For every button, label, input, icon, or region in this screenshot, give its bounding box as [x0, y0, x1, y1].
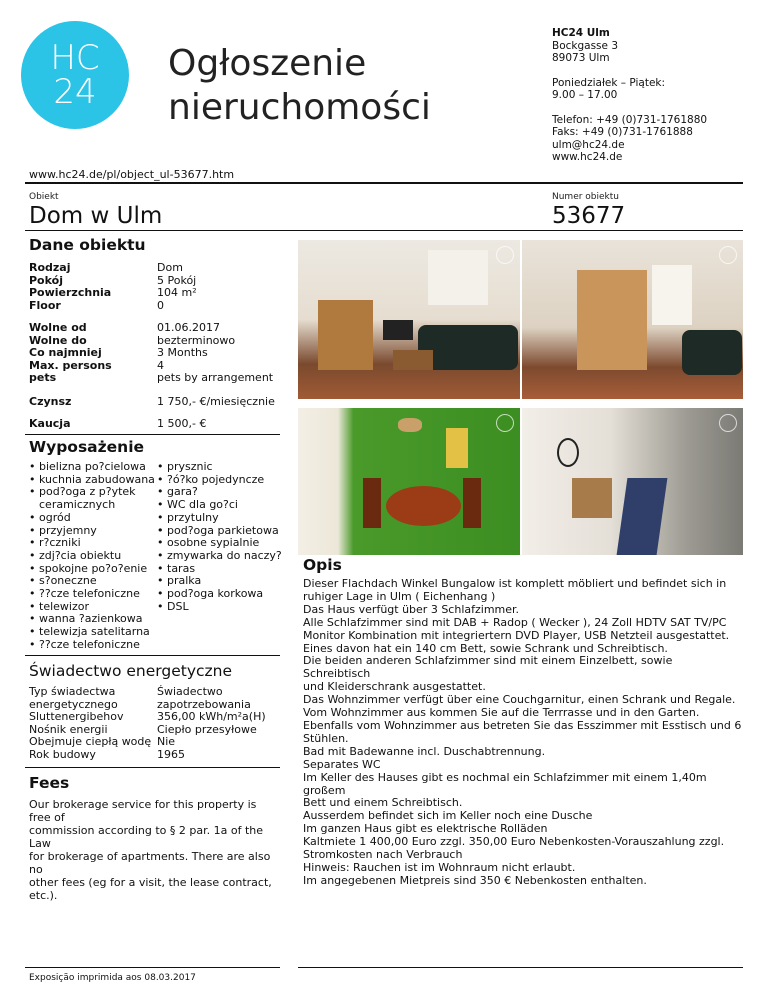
- detail-key: Rodzaj: [29, 261, 71, 274]
- divider: [25, 967, 280, 968]
- description-line: Dieser Flachdach Winkel Bungalow ist komplett möbliert und befindet sich in: [303, 577, 727, 590]
- watermark-icon: [496, 414, 514, 432]
- energy-title: Świadectwo energetyczne: [29, 662, 233, 680]
- equipment-item: • ogród: [29, 512, 157, 525]
- description-line: Stromkosten nach Verbrauch: [303, 848, 463, 862]
- detail-row: [29, 322, 273, 335]
- equipment-item: • ?ó?ko pojedyncze: [157, 474, 285, 487]
- detail-value: 5 Pokój: [157, 273, 197, 287]
- energy-key: Obejmuje ciepłą wodę: [29, 735, 152, 749]
- object-name: Dom w Ulm: [29, 203, 163, 229]
- description-line: Im Keller des Hauses gibt es nochmal ein Schlafzimmer mit einem 1,40m großem: [303, 770, 707, 797]
- fees-line: other fees (eg for a visit, the lease contract, etc.).: [29, 876, 272, 902]
- energy-key: energetycznego: [29, 697, 118, 711]
- equipment-item: • spokojne po?o?enie: [29, 563, 157, 576]
- details-group-1: [29, 262, 197, 312]
- energy-key: Rok budowy: [29, 747, 96, 761]
- equipment-item: • kuchnia zabudowana: [29, 474, 157, 487]
- equipment-item: • DSL: [157, 601, 285, 614]
- office-hours: 9.00 – 17.00: [552, 89, 618, 101]
- detail-key: Co najmniej: [29, 346, 102, 360]
- fees-text: [29, 798, 281, 902]
- details-group-2: [29, 322, 273, 385]
- equipment-item: • osobne sypialnie: [157, 537, 285, 550]
- description-line: Vom Wohnzimmer aus kommen Sie auf die Terrrasse und in den Garten.: [303, 706, 700, 720]
- object-number: 53677: [552, 203, 626, 229]
- page-title: [168, 42, 431, 130]
- equipment-item: • telewizja satelitarna: [29, 626, 157, 639]
- detail-key: Wolne od: [29, 321, 87, 334]
- photo-living-room-2: [522, 240, 743, 399]
- energy-value: Nie: [157, 735, 176, 749]
- divider: [25, 434, 280, 435]
- photo-hallway: [522, 408, 743, 555]
- rent-value: 1 750,- €/miesięcznie: [157, 395, 275, 408]
- deposit-key: Kaucja: [29, 417, 71, 430]
- description-line: Alle Schlafzimmer sind mit DAB + Radop ( Wecker ), 24 Zoll HDTV SAT TV/PC: [303, 615, 727, 629]
- office-name: HC24 Ulm: [552, 27, 610, 39]
- equipment-item: • prysznic: [157, 461, 285, 474]
- description-line: Separates WC: [303, 757, 381, 771]
- equipment-item: • telewizor: [29, 601, 157, 614]
- fees-line: Our brokerage service for this property is free of: [29, 798, 257, 824]
- watermark-icon: [719, 246, 737, 264]
- office-hours-label: Poniedziałek – Piątek:: [552, 76, 666, 89]
- detail-value: 3 Months: [157, 346, 208, 360]
- detail-key: pets: [29, 371, 57, 385]
- fees-line: for brokerage of apartments. There are also no: [29, 850, 271, 876]
- description-line: Im ganzen Haus gibt es elektrische Rolläden: [303, 822, 548, 836]
- print-date: Exposição imprimida aos 08.03.2017: [29, 973, 196, 983]
- detail-key: Powierzchnia: [29, 286, 112, 300]
- equipment-item: • WC dla go?ci: [157, 499, 285, 512]
- detail-key: Wolne do: [29, 333, 87, 347]
- office-email[interactable]: ulm@hc24.de: [552, 138, 625, 151]
- equipment-item: • pod?oga korkowa: [157, 588, 285, 601]
- equipment-item: • przyjemny: [29, 525, 157, 538]
- equipment-item: • zdj?cia obiektu: [29, 550, 157, 563]
- detail-key: Pokój: [29, 273, 63, 287]
- detail-value: 01.06.2017: [157, 321, 220, 334]
- equipment-title: Wyposażenie: [29, 438, 145, 456]
- energy-value: Ciepło przesyłowe: [157, 722, 257, 736]
- energy-value: 1965: [157, 747, 185, 761]
- description-title: Opis: [303, 556, 342, 574]
- description-text: [303, 578, 743, 888]
- photo-dining-room: [298, 408, 520, 555]
- description-line: Das Wohnzimmer verfügt über eine Couchgarnitur, einen Schrank und Regale.: [303, 693, 736, 707]
- equipment-item: • ??cze telefoniczne: [29, 588, 157, 601]
- energy-key: Nośnik energii: [29, 722, 108, 736]
- company-logo: [21, 21, 129, 129]
- equipment-item: • ??cze telefoniczne: [29, 639, 157, 652]
- description-line: Eines davon hat ein 140 cm Bett, sowie Schrank und Schreibtisch.: [303, 641, 668, 655]
- description-line: Monitor Kombination mit integriertern DVD Player, USB Netzteil ausgestattet.: [303, 628, 730, 642]
- description-line: Bett und einem Schreibtisch.: [303, 796, 463, 810]
- description-line: und Kleiderschrank ausgestattet.: [303, 680, 486, 694]
- fees-line: commission according to § 2 par. 1a of the Law: [29, 824, 264, 850]
- rent-row: [29, 396, 275, 409]
- detail-value: Dom: [157, 261, 183, 274]
- equipment-item: • zmywarka do naczy?: [157, 550, 285, 563]
- office-web[interactable]: www.hc24.de: [552, 151, 623, 163]
- description-line: Die beiden anderen Schlafzimmer sind mit einem Einzelbett, sowie Schreibtisch: [303, 654, 673, 681]
- description-line: Hinweis: Rauchen ist im Wohnraum nicht erlaubt.: [303, 860, 576, 874]
- description-line: Bad mit Badewanne incl. Duschabtrennung.: [303, 744, 546, 758]
- equipment-item: ceramicznych: [39, 498, 116, 512]
- divider: [25, 230, 743, 231]
- detail-row: [29, 347, 273, 360]
- description-line: Stühlen.: [303, 731, 349, 745]
- detail-value: 4: [157, 358, 164, 372]
- divider: [298, 967, 743, 968]
- detail-value: 0: [157, 298, 164, 312]
- energy-key: Typ świadectwa: [29, 685, 116, 698]
- divider: [25, 182, 743, 184]
- logo-text-top: HC: [50, 38, 100, 78]
- equipment-item: • przytulny: [157, 512, 285, 525]
- energy-value: 356,00 kWh/m²a(H): [157, 710, 266, 724]
- title-line-1: Ogłoszenie: [168, 43, 367, 84]
- detail-row: [29, 372, 273, 385]
- office-fax: Faks: +49 (0)731-1761888: [552, 126, 693, 138]
- office-street: Bockgasse 3: [552, 39, 618, 52]
- energy-value: zapotrzebowania: [157, 697, 251, 711]
- detail-key: Floor: [29, 298, 61, 312]
- detail-row: [29, 300, 197, 313]
- detail-value: 104 m²: [157, 286, 197, 300]
- equipment-item: • gara?: [157, 486, 285, 499]
- deposit-row: [29, 418, 206, 431]
- office-city: 89073 Ulm: [552, 52, 610, 64]
- watermark-icon: [496, 246, 514, 264]
- detail-value: pets by arrangement: [157, 371, 274, 385]
- detail-value: bezterminowo: [157, 333, 236, 347]
- description-line: Kaltmiete 1 400,00 Euro zzgl. 350,00 Euro Nebenkosten-Vorauszahlung zzgl.: [303, 835, 725, 849]
- equipment-list-1: [29, 461, 157, 652]
- photo-living-room: [298, 240, 520, 399]
- deposit-value: 1 500,- €: [157, 417, 207, 430]
- fees-title: Fees: [29, 774, 70, 792]
- detail-key: Max. persons: [29, 358, 112, 372]
- energy-value: Świadectwo: [157, 685, 223, 698]
- energy-table: [29, 686, 266, 762]
- energy-row: [29, 749, 266, 762]
- equipment-item: • bielizna po?cielowa: [29, 461, 157, 474]
- logo-text-bottom: 24: [53, 72, 97, 112]
- description-line: Das Haus verfügt über 3 Schlafzimmer.: [303, 602, 520, 616]
- object-url[interactable]: www.hc24.de/pl/object_ul-53677.htm: [29, 168, 235, 181]
- description-line: Ebenfalls vom Wohnzimmer aus betreten Sie das Esszimmer mit Esstisch und 6: [303, 718, 742, 732]
- divider: [25, 767, 280, 768]
- equipment-item: • pralka: [157, 575, 285, 588]
- watermark-icon: [719, 414, 737, 432]
- description-line: Im angegebenen Mietpreis sind 350 € Nebenkosten enthalten.: [303, 873, 647, 887]
- equipment-item: • pod?oga z p?ytek: [29, 486, 157, 499]
- equipment-item: • pod?oga parkietowa: [157, 525, 285, 538]
- title-line-2: nieruchomości: [168, 87, 431, 128]
- equipment-item: • r?czniki: [29, 537, 157, 550]
- equipment-item: • taras: [157, 563, 285, 576]
- office-phone: Telefon: +49 (0)731-1761880: [552, 113, 708, 126]
- detail-row: [29, 287, 197, 300]
- equipment-item: • wanna ?azienkowa: [29, 613, 157, 626]
- office-contact: [552, 27, 707, 164]
- object-label: Obiekt: [29, 192, 59, 202]
- details-title: Dane obiektu: [29, 236, 146, 254]
- object-number-label: Numer obiektu: [552, 192, 620, 202]
- equipment-item: • s?oneczne: [29, 575, 157, 588]
- equipment-list-2: [157, 461, 285, 613]
- divider: [25, 655, 280, 656]
- description-line: ruhiger Lage in Ulm ( Eichenhang ): [303, 589, 496, 603]
- rent-key: Czynsz: [29, 395, 72, 408]
- description-line: Ausserdem befindet sich im Keller noch eine Dusche: [303, 809, 593, 823]
- energy-key: Sluttenergibehov: [29, 710, 124, 724]
